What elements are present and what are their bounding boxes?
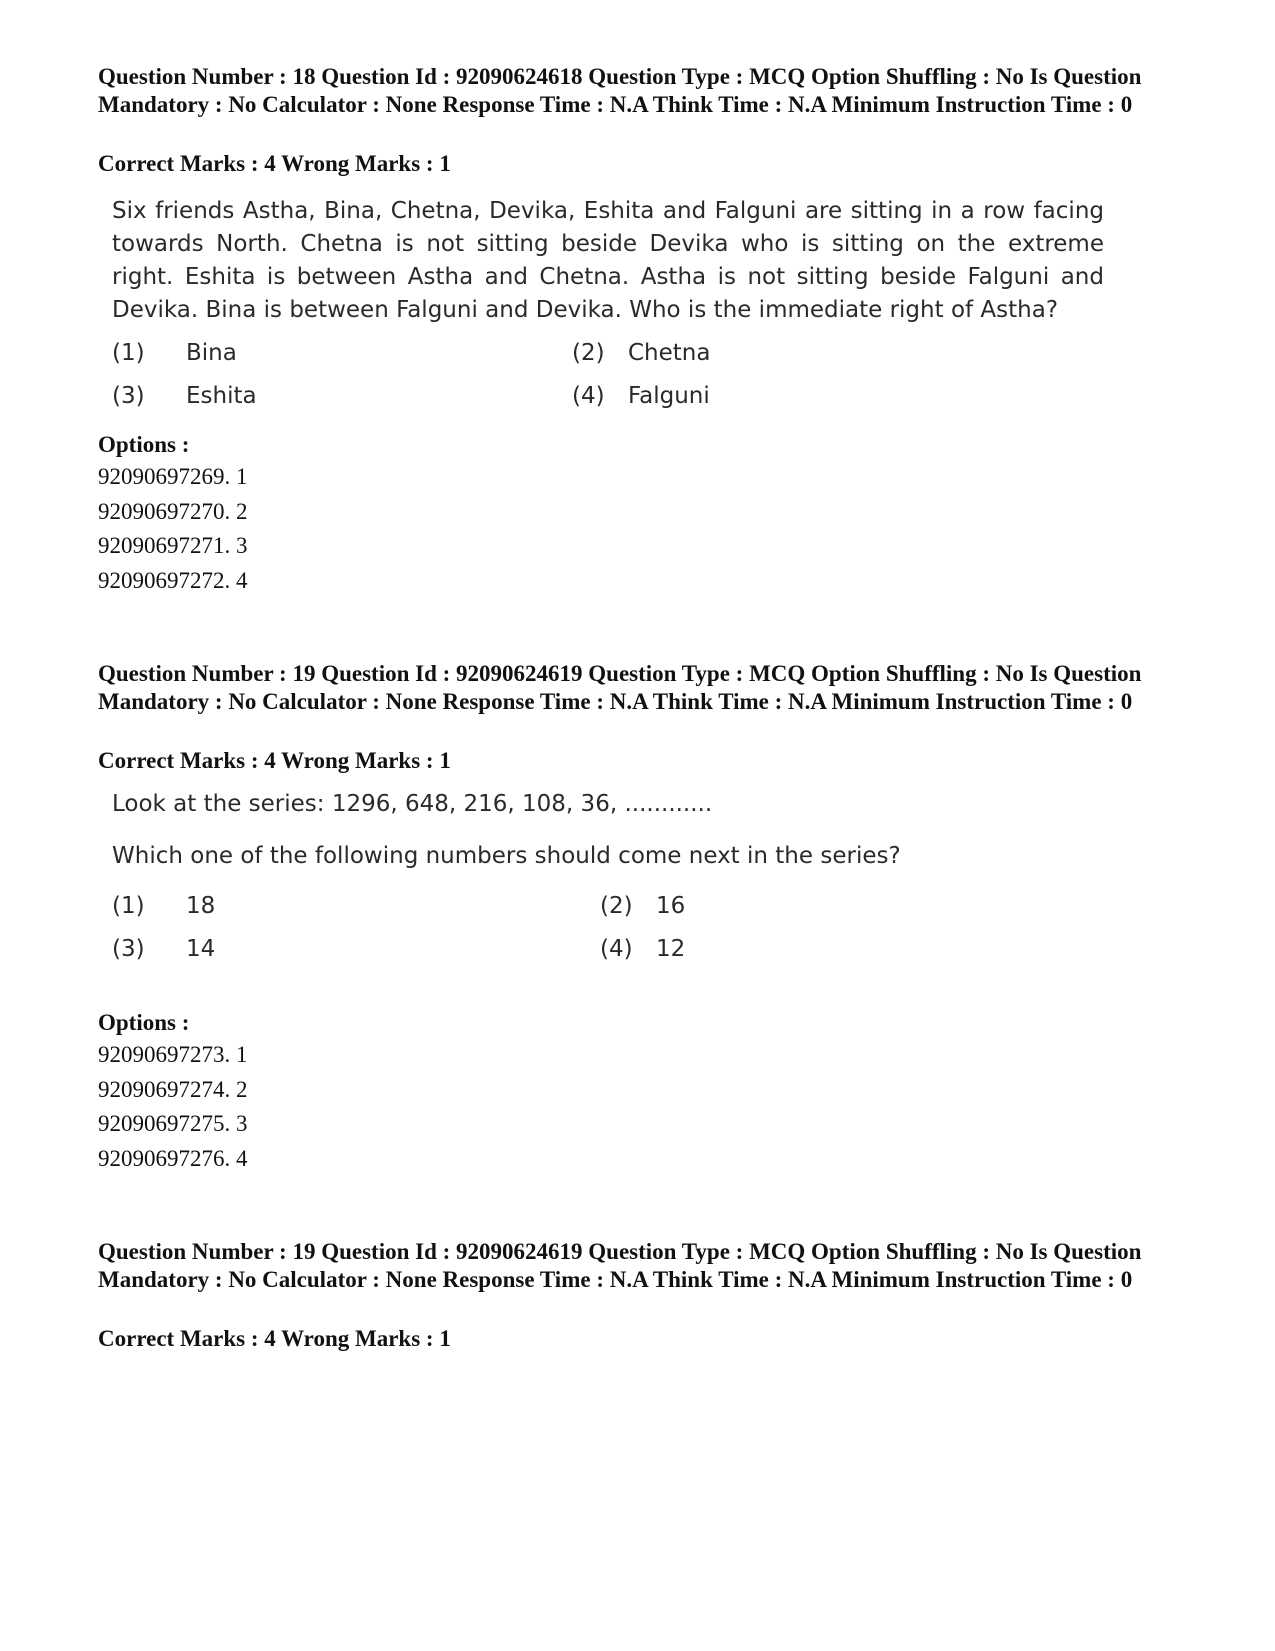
choice-number: (3) [112,383,145,409]
choice-number: (2) [572,340,605,366]
q18-choice-4 [572,383,710,409]
list-item: 92090697273. 1 [98,1042,248,1067]
choice-text: 18 [186,893,216,919]
choice-number: (4) [572,383,605,409]
q19-options-label: Options : [98,1010,190,1035]
list-item: 92090697276. 4 [98,1145,248,1171]
list-item: 92090697275. 3 [98,1111,248,1136]
choice-text: 14 [186,936,216,962]
q19-choice-3 [112,936,215,962]
list-item: 92090697274. 2 [98,1076,248,1102]
q19-question-image [112,788,1112,873]
q19-meta: Question Number : 19 Question Id : 92090624619 Question Type : MCQ Option Shuffling : No Is Question Mandatory : No Calculator : None Response Time : N.A Think Time : N.A Minimum Instruction Time : 0 [98,661,1142,714]
q18-options-list [98,460,248,598]
q18-choice-2 [572,340,710,366]
q19-options-list [98,1038,248,1176]
choice-text: Eshita [186,383,257,409]
q19-stem-line-1: Look at the series: 1296, 648, 216, 108, 36, ............ [112,791,713,817]
q19-repeat-marks: Correct Marks : 4 Wrong Marks : 1 [98,1326,451,1351]
list-item: 92090697270. 2 [98,498,248,524]
choice-number: (1) [112,340,145,366]
choice-text: Chetna [628,340,711,366]
q18-question-image [112,195,1104,327]
choice-number: (3) [112,936,145,962]
q18-choice-1 [112,340,237,366]
q19-repeat-meta: Question Number : 19 Question Id : 92090624619 Question Type : MCQ Option Shuffling : No Is Question Mandatory : No Calculator : None Response Time : N.A Think Time : N.A Minimum Instruction Time : 0 [98,1239,1142,1292]
q19-marks: Correct Marks : 4 Wrong Marks : 1 [98,748,451,773]
list-item: 92090697269. 1 [98,464,248,489]
choice-text: 16 [656,893,686,919]
q18-choices [112,340,1112,430]
list-item: 92090697271. 3 [98,533,248,558]
choice-text: 12 [656,936,686,962]
q18-marks: Correct Marks : 4 Wrong Marks : 1 [98,151,451,176]
q19-choices [112,893,1112,983]
choice-number: (2) [600,893,633,919]
q18-stem: Six friends Astha, Bina, Chetna, Devika, Eshita and Falguni are sitting in a row facing towards North. Chetna is not sitting beside Devika who is sitting on the extreme right. Eshita is between Astha and Chetna. Astha is not sitting beside Falguni and Devika. Bina is between Falguni and Devika. Who is the immediate right of Astha? [112,198,1104,323]
q18-options-label: Options : [98,432,190,457]
list-item: 92090697272. 4 [98,567,248,593]
q19-choice-1 [112,893,215,919]
q18-choice-3 [112,383,257,409]
q18-meta: Question Number : 18 Question Id : 92090624618 Question Type : MCQ Option Shuffling : No Is Question Mandatory : No Calculator : None Response Time : N.A Think Time : N.A Minimum Instruction Time : 0 [98,64,1142,117]
q19-choice-2 [600,893,685,919]
choice-number: (1) [112,893,145,919]
choice-text: Falguni [628,383,710,409]
choice-text: Bina [186,340,237,366]
q19-stem-line-2: Which one of the following numbers should come next in the series? [112,843,901,869]
choice-number: (4) [600,936,633,962]
q19-choice-4 [600,936,685,962]
